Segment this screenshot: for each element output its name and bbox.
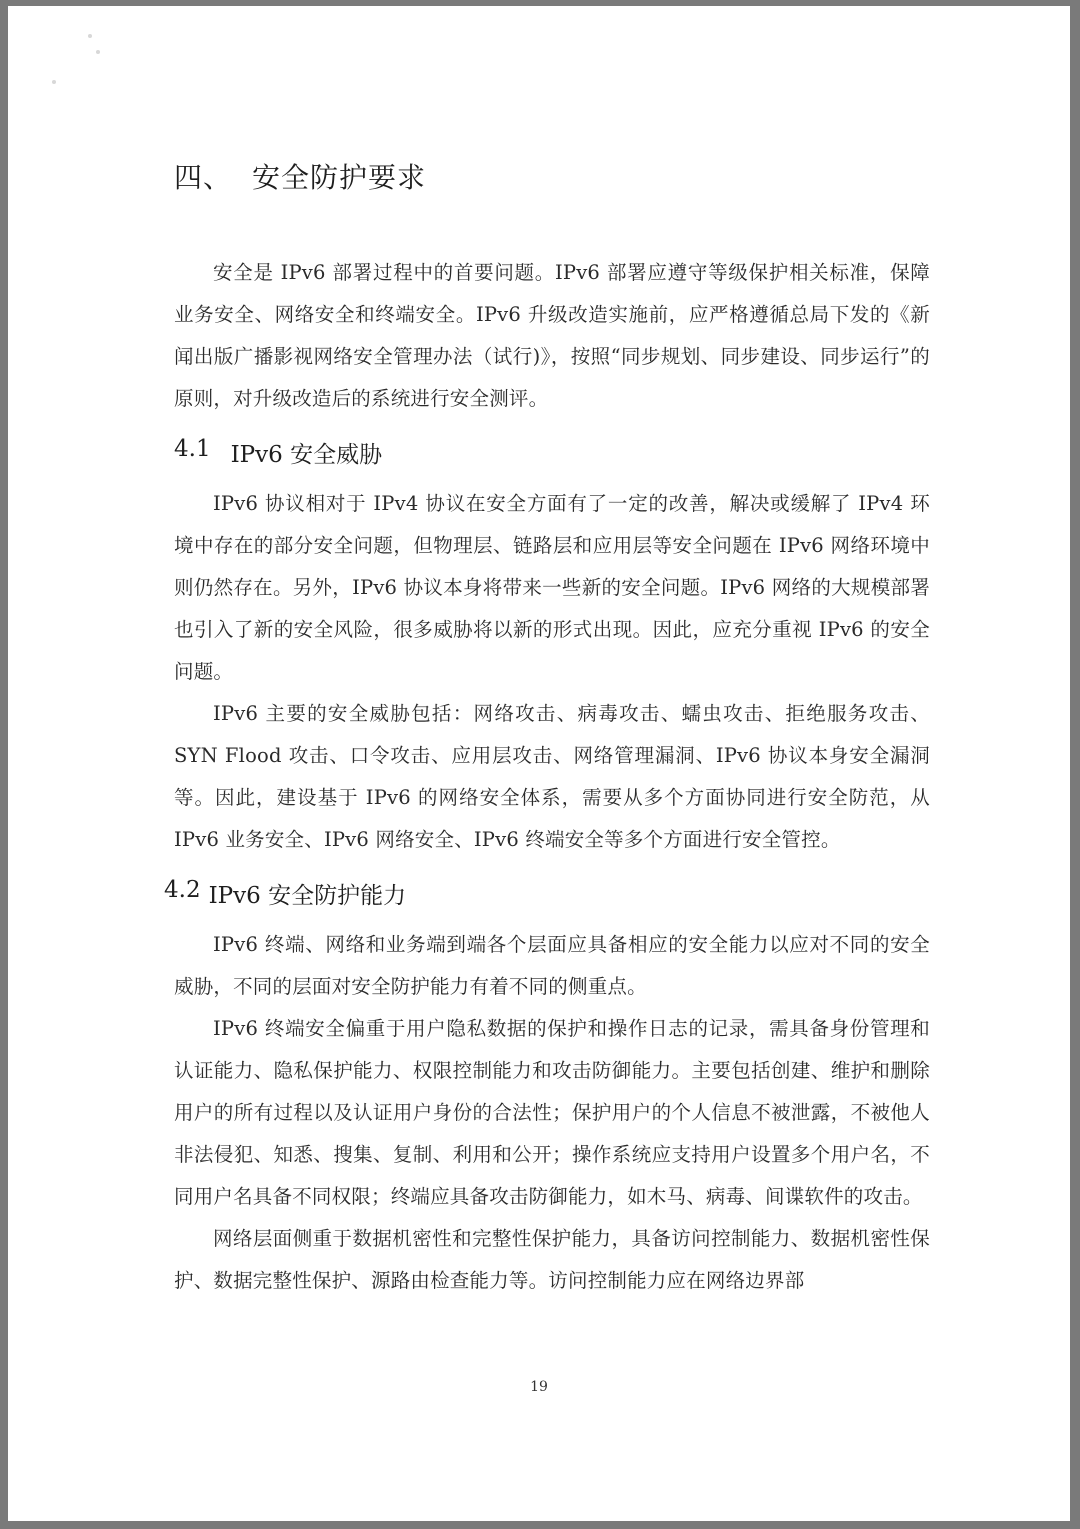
section-number: 四、 — [174, 161, 233, 194]
paragraph: IPv6 主要的安全威胁包括：网络攻击、病毒攻击、蠕虫攻击、拒绝服务攻击、SYN Flood 攻击、口令攻击、应用层攻击、网络管理漏洞、IPv6 协议本身安全漏洞等。因此，建设基于 IPv6 的网络安全体系，需要从多个方面协同进行安全防范，从 IPv6 业务安全、IPv6 网络安全、IPv6 终端安全等多个方面进行安全管控。 — [174, 702, 930, 851]
document-page — [8, 6, 1070, 1521]
paragraph: IPv6 终端、网络和业务端到端各个层面应具备相应的安全能力以应对不同的安全威胁，不同的层面对安全防护能力有着不同的侧重点。 — [174, 933, 930, 998]
paragraph: IPv6 协议相对于 IPv4 协议在安全方面有了一定的改善，解决或缓解了 IPv4 环境中存在的部分安全问题，但物理层、链路层和应用层等安全问题在 IPv6 网络环境中则仍然存在。另外，IPv6 协议本身将带来一些新的安全问题。IPv6 网络的大规模部署也引入了新的安全风险，很多威胁将以新的形式出现。因此，应充分重视 IPv6 的安全问题。 — [174, 492, 930, 683]
scan-speck — [96, 50, 100, 54]
subsection-title: IPv6 安全威胁 — [230, 442, 383, 468]
subsection-number: 4.1 — [174, 436, 211, 462]
document-body — [164, 156, 930, 1302]
section-heading — [174, 156, 930, 196]
subsection-heading-4-1 — [174, 436, 930, 469]
section-title: 安全防护要求 — [252, 161, 427, 194]
subsection-title: IPv6 安全防护能力 — [208, 883, 407, 909]
section-intro-paragraph: 安全是 IPv6 部署过程中的首要问题。IPv6 部署应遵守等级保护相关标准，保障业务安全、网络安全和终端安全。IPv6 升级改造实施前，应严格遵循总局下发的《新闻出版广播影视网络安全管理办法（试行)》，按照“同步规划、同步建设、同步运行”的原则，对升级改造后的系统进行安全测评。 — [174, 261, 930, 410]
scan-speck — [88, 34, 92, 38]
paragraph: IPv6 终端安全偏重于用户隐私数据的保护和操作日志的记录，需具备身份管理和认证能力、隐私保护能力、权限控制能力和攻击防御能力。主要包括创建、维护和删除用户的所有过程以及认证用户身份的合法性；保护用户的个人信息不被泄露，不被他人非法侵犯、知悉、搜集、复制、利用和公开；操作系统应支持用户设置多个用户名，不同用户名具备不同权限；终端应具备攻击防御能力，如木马、病毒、间谍软件的攻击。 — [174, 1017, 930, 1208]
page-number: 19 — [530, 1379, 548, 1395]
paragraph: 网络层面侧重于数据机密性和完整性保护能力，具备访问控制能力、数据机密性保护、数据完整性保护、源路由检查能力等。访问控制能力应在网络边界部 — [174, 1227, 930, 1292]
scan-speck — [52, 80, 56, 84]
subsection-heading-4-2 — [164, 877, 930, 910]
subsection-number: 4.2 — [164, 877, 201, 903]
